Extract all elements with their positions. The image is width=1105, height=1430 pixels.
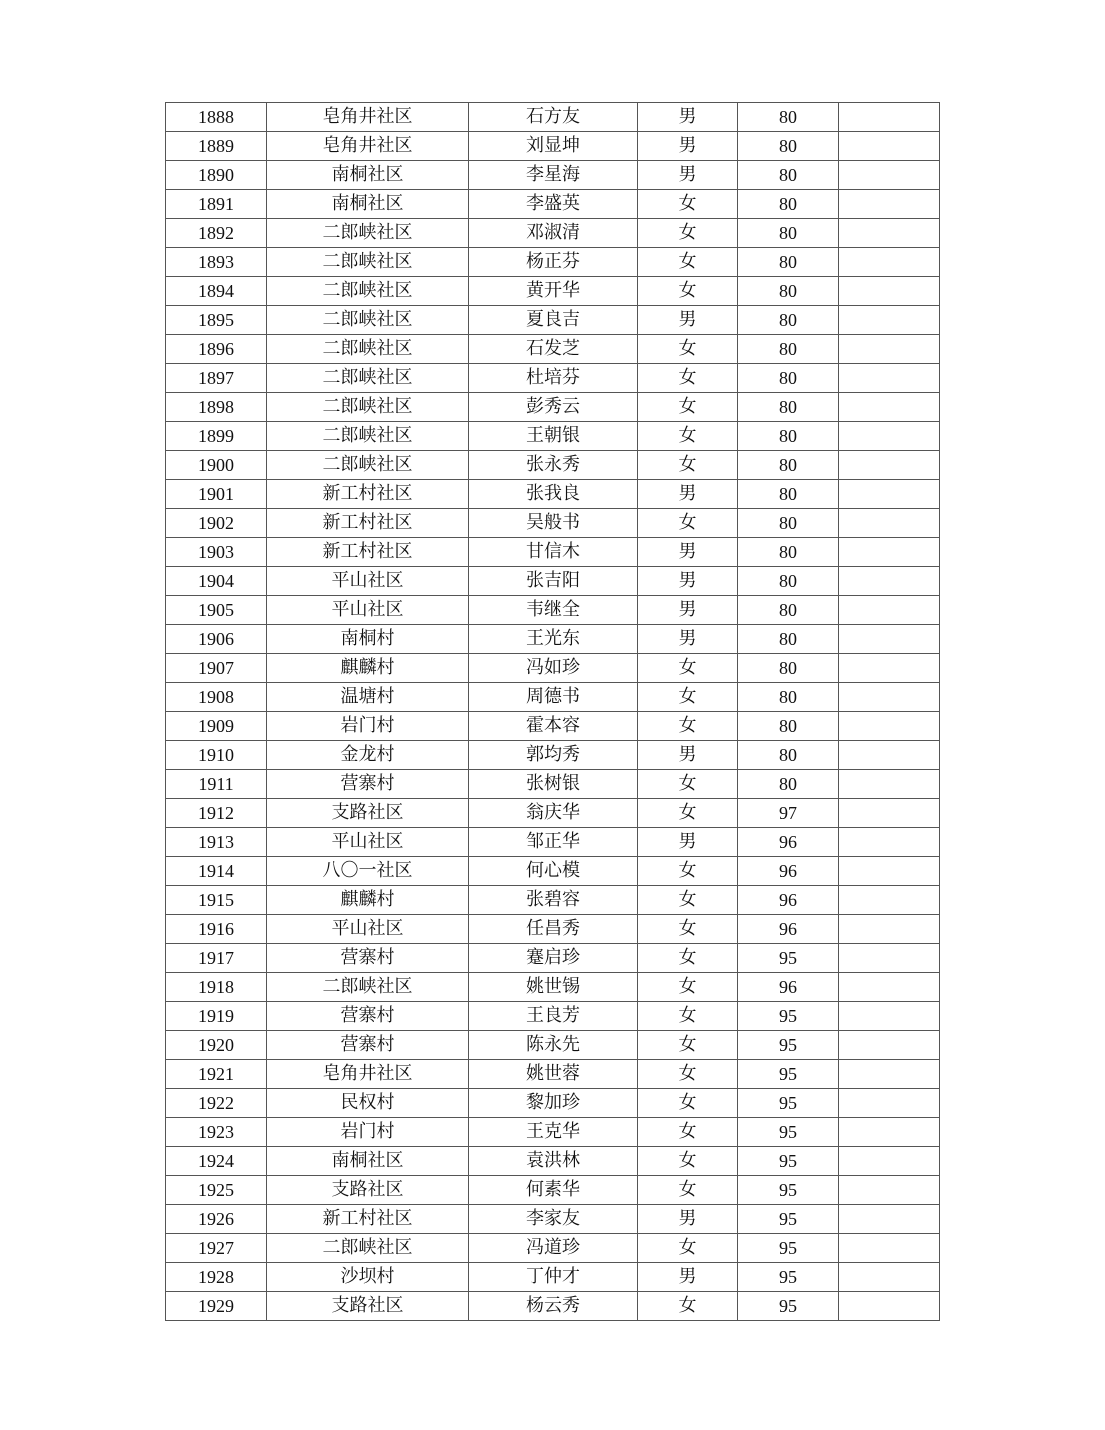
serial-number-cell: 1917: [166, 944, 267, 973]
name-cell: 杨云秀: [469, 1292, 638, 1321]
table-row: [166, 509, 940, 538]
gender-cell: 女: [638, 886, 738, 915]
gender-cell: 女: [638, 451, 738, 480]
community-cell: 温塘村: [267, 683, 469, 712]
community-cell: 新工村社区: [267, 509, 469, 538]
gender-cell: 男: [638, 132, 738, 161]
name-cell: 王良芳: [469, 1002, 638, 1031]
table-row: [166, 393, 940, 422]
serial-number-cell: 1919: [166, 1002, 267, 1031]
gender-cell: 男: [638, 741, 738, 770]
age-cell: 80: [738, 741, 839, 770]
community-cell: 八〇一社区: [267, 857, 469, 886]
age-cell: 95: [738, 1292, 839, 1321]
name-cell: 彭秀云: [469, 393, 638, 422]
serial-number-cell: 1916: [166, 915, 267, 944]
remark-cell: [839, 480, 940, 509]
remark-cell: [839, 393, 940, 422]
remark-cell: [839, 915, 940, 944]
serial-number-cell: 1888: [166, 103, 267, 132]
table-row: [166, 1292, 940, 1321]
gender-cell: 男: [638, 625, 738, 654]
serial-number-cell: 1896: [166, 335, 267, 364]
remark-cell: [839, 567, 940, 596]
table-row: [166, 219, 940, 248]
remark-cell: [839, 712, 940, 741]
community-cell: 二郎峡社区: [267, 422, 469, 451]
table-row: [166, 886, 940, 915]
community-cell: 南桐社区: [267, 190, 469, 219]
name-cell: 霍本容: [469, 712, 638, 741]
table-row: [166, 1118, 940, 1147]
table-row: [166, 480, 940, 509]
gender-cell: 男: [638, 480, 738, 509]
gender-cell: 女: [638, 248, 738, 277]
gender-cell: 女: [638, 654, 738, 683]
name-cell: 何素华: [469, 1176, 638, 1205]
remark-cell: [839, 509, 940, 538]
age-cell: 96: [738, 915, 839, 944]
remark-cell: [839, 770, 940, 799]
gender-cell: 女: [638, 190, 738, 219]
name-cell: 石方友: [469, 103, 638, 132]
serial-number-cell: 1925: [166, 1176, 267, 1205]
name-cell: 李星海: [469, 161, 638, 190]
age-cell: 95: [738, 1234, 839, 1263]
gender-cell: 女: [638, 683, 738, 712]
age-cell: 95: [738, 1118, 839, 1147]
gender-cell: 女: [638, 1002, 738, 1031]
age-cell: 95: [738, 1089, 839, 1118]
remark-cell: [839, 944, 940, 973]
community-cell: 麒麟村: [267, 886, 469, 915]
table-row: [166, 857, 940, 886]
remark-cell: [839, 538, 940, 567]
age-cell: 80: [738, 422, 839, 451]
community-cell: 二郎峡社区: [267, 393, 469, 422]
remark-cell: [839, 683, 940, 712]
gender-cell: 女: [638, 1176, 738, 1205]
gender-cell: 女: [638, 799, 738, 828]
table-row: [166, 770, 940, 799]
serial-number-cell: 1904: [166, 567, 267, 596]
age-cell: 96: [738, 857, 839, 886]
serial-number-cell: 1908: [166, 683, 267, 712]
community-cell: 二郎峡社区: [267, 364, 469, 393]
community-cell: 平山社区: [267, 596, 469, 625]
table-row: [166, 422, 940, 451]
name-cell: 张我良: [469, 480, 638, 509]
serial-number-cell: 1924: [166, 1147, 267, 1176]
age-cell: 80: [738, 393, 839, 422]
name-cell: 冯如珍: [469, 654, 638, 683]
community-cell: 支路社区: [267, 799, 469, 828]
gender-cell: 女: [638, 422, 738, 451]
remark-cell: [839, 219, 940, 248]
age-cell: 96: [738, 973, 839, 1002]
table-row: [166, 915, 940, 944]
table-row: [166, 973, 940, 1002]
gender-cell: 女: [638, 712, 738, 741]
name-cell: 吴般书: [469, 509, 638, 538]
table-row: [166, 741, 940, 770]
table-row: [166, 683, 940, 712]
table-row: [166, 335, 940, 364]
roster-body: [166, 103, 940, 1321]
gender-cell: 男: [638, 161, 738, 190]
gender-cell: 女: [638, 335, 738, 364]
age-cell: 80: [738, 538, 839, 567]
serial-number-cell: 1894: [166, 277, 267, 306]
name-cell: 张永秀: [469, 451, 638, 480]
name-cell: 任昌秀: [469, 915, 638, 944]
table-row: [166, 596, 940, 625]
name-cell: 甘信木: [469, 538, 638, 567]
table-row: [166, 1002, 940, 1031]
serial-number-cell: 1906: [166, 625, 267, 654]
serial-number-cell: 1926: [166, 1205, 267, 1234]
age-cell: 80: [738, 451, 839, 480]
name-cell: 何心模: [469, 857, 638, 886]
gender-cell: 男: [638, 1205, 738, 1234]
gender-cell: 女: [638, 915, 738, 944]
name-cell: 石发芝: [469, 335, 638, 364]
remark-cell: [839, 828, 940, 857]
community-cell: 二郎峡社区: [267, 1234, 469, 1263]
age-cell: 80: [738, 625, 839, 654]
community-cell: 新工村社区: [267, 538, 469, 567]
serial-number-cell: 1914: [166, 857, 267, 886]
community-cell: 二郎峡社区: [267, 973, 469, 1002]
community-cell: 麒麟村: [267, 654, 469, 683]
gender-cell: 女: [638, 1031, 738, 1060]
table-row: [166, 799, 940, 828]
table-row: [166, 625, 940, 654]
community-cell: 平山社区: [267, 915, 469, 944]
community-cell: 二郎峡社区: [267, 248, 469, 277]
name-cell: 李家友: [469, 1205, 638, 1234]
age-cell: 95: [738, 1031, 839, 1060]
community-cell: 岩门村: [267, 712, 469, 741]
name-cell: 陈永先: [469, 1031, 638, 1060]
remark-cell: [839, 1118, 940, 1147]
remark-cell: [839, 973, 940, 1002]
name-cell: 翁庆华: [469, 799, 638, 828]
age-cell: 95: [738, 1147, 839, 1176]
community-cell: 营寨村: [267, 944, 469, 973]
table-row: [166, 1205, 940, 1234]
community-cell: 二郎峡社区: [267, 277, 469, 306]
name-cell: 姚世锡: [469, 973, 638, 1002]
table-row: [166, 654, 940, 683]
table-row: [166, 1176, 940, 1205]
serial-number-cell: 1927: [166, 1234, 267, 1263]
name-cell: 邹正华: [469, 828, 638, 857]
age-cell: 80: [738, 277, 839, 306]
age-cell: 95: [738, 1263, 839, 1292]
table-row: [166, 1089, 940, 1118]
name-cell: 丁仲才: [469, 1263, 638, 1292]
age-cell: 80: [738, 596, 839, 625]
serial-number-cell: 1923: [166, 1118, 267, 1147]
community-cell: 岩门村: [267, 1118, 469, 1147]
serial-number-cell: 1890: [166, 161, 267, 190]
serial-number-cell: 1907: [166, 654, 267, 683]
remark-cell: [839, 132, 940, 161]
table-row: [166, 538, 940, 567]
remark-cell: [839, 335, 940, 364]
table-row: [166, 1060, 940, 1089]
table-row: [166, 567, 940, 596]
age-cell: 95: [738, 1205, 839, 1234]
roster-table: [165, 102, 940, 1321]
age-cell: 80: [738, 190, 839, 219]
community-cell: 二郎峡社区: [267, 306, 469, 335]
community-cell: 二郎峡社区: [267, 451, 469, 480]
remark-cell: [839, 277, 940, 306]
remark-cell: [839, 857, 940, 886]
community-cell: 皂角井社区: [267, 103, 469, 132]
community-cell: 平山社区: [267, 828, 469, 857]
serial-number-cell: 1910: [166, 741, 267, 770]
name-cell: 袁洪林: [469, 1147, 638, 1176]
age-cell: 80: [738, 219, 839, 248]
table-row: [166, 248, 940, 277]
remark-cell: [839, 103, 940, 132]
remark-cell: [839, 1176, 940, 1205]
name-cell: 王克华: [469, 1118, 638, 1147]
community-cell: 金龙村: [267, 741, 469, 770]
gender-cell: 男: [638, 828, 738, 857]
serial-number-cell: 1920: [166, 1031, 267, 1060]
table-row: [166, 161, 940, 190]
gender-cell: 女: [638, 393, 738, 422]
age-cell: 97: [738, 799, 839, 828]
serial-number-cell: 1909: [166, 712, 267, 741]
remark-cell: [839, 1263, 940, 1292]
community-cell: 二郎峡社区: [267, 219, 469, 248]
serial-number-cell: 1895: [166, 306, 267, 335]
community-cell: 营寨村: [267, 770, 469, 799]
gender-cell: 男: [638, 596, 738, 625]
gender-cell: 女: [638, 509, 738, 538]
age-cell: 80: [738, 712, 839, 741]
gender-cell: 女: [638, 1089, 738, 1118]
remark-cell: [839, 451, 940, 480]
community-cell: 平山社区: [267, 567, 469, 596]
serial-number-cell: 1893: [166, 248, 267, 277]
remark-cell: [839, 1060, 940, 1089]
age-cell: 80: [738, 567, 839, 596]
age-cell: 80: [738, 248, 839, 277]
table-row: [166, 103, 940, 132]
name-cell: 张吉阳: [469, 567, 638, 596]
serial-number-cell: 1928: [166, 1263, 267, 1292]
remark-cell: [839, 161, 940, 190]
name-cell: 刘显坤: [469, 132, 638, 161]
remark-cell: [839, 364, 940, 393]
table-row: [166, 451, 940, 480]
gender-cell: 女: [638, 857, 738, 886]
age-cell: 80: [738, 161, 839, 190]
age-cell: 80: [738, 654, 839, 683]
age-cell: 80: [738, 683, 839, 712]
name-cell: 杜培芬: [469, 364, 638, 393]
remark-cell: [839, 654, 940, 683]
name-cell: 夏良吉: [469, 306, 638, 335]
name-cell: 李盛英: [469, 190, 638, 219]
name-cell: 韦继全: [469, 596, 638, 625]
community-cell: 南桐社区: [267, 161, 469, 190]
gender-cell: 女: [638, 973, 738, 1002]
gender-cell: 女: [638, 944, 738, 973]
serial-number-cell: 1915: [166, 886, 267, 915]
name-cell: 张树银: [469, 770, 638, 799]
table-row: [166, 828, 940, 857]
gender-cell: 女: [638, 219, 738, 248]
serial-number-cell: 1911: [166, 770, 267, 799]
remark-cell: [839, 190, 940, 219]
remark-cell: [839, 1234, 940, 1263]
name-cell: 邓淑清: [469, 219, 638, 248]
age-cell: 96: [738, 828, 839, 857]
gender-cell: 女: [638, 1060, 738, 1089]
remark-cell: [839, 886, 940, 915]
age-cell: 95: [738, 944, 839, 973]
serial-number-cell: 1929: [166, 1292, 267, 1321]
age-cell: 80: [738, 306, 839, 335]
remark-cell: [839, 248, 940, 277]
age-cell: 80: [738, 770, 839, 799]
serial-number-cell: 1901: [166, 480, 267, 509]
community-cell: 营寨村: [267, 1002, 469, 1031]
table-row: [166, 1031, 940, 1060]
table-row: [166, 132, 940, 161]
serial-number-cell: 1918: [166, 973, 267, 1002]
name-cell: 王光东: [469, 625, 638, 654]
table-row: [166, 712, 940, 741]
age-cell: 95: [738, 1060, 839, 1089]
age-cell: 80: [738, 335, 839, 364]
remark-cell: [839, 1002, 940, 1031]
remark-cell: [839, 596, 940, 625]
gender-cell: 男: [638, 306, 738, 335]
serial-number-cell: 1922: [166, 1089, 267, 1118]
table-row: [166, 1147, 940, 1176]
remark-cell: [839, 625, 940, 654]
serial-number-cell: 1898: [166, 393, 267, 422]
name-cell: 杨正芬: [469, 248, 638, 277]
name-cell: 蹇启珍: [469, 944, 638, 973]
age-cell: 80: [738, 509, 839, 538]
community-cell: 营寨村: [267, 1031, 469, 1060]
table-row: [166, 944, 940, 973]
gender-cell: 女: [638, 1147, 738, 1176]
serial-number-cell: 1891: [166, 190, 267, 219]
community-cell: 新工村社区: [267, 480, 469, 509]
name-cell: 姚世蓉: [469, 1060, 638, 1089]
name-cell: 冯道珍: [469, 1234, 638, 1263]
community-cell: 皂角井社区: [267, 1060, 469, 1089]
name-cell: 郭均秀: [469, 741, 638, 770]
serial-number-cell: 1900: [166, 451, 267, 480]
table-row: [166, 1234, 940, 1263]
name-cell: 黄开华: [469, 277, 638, 306]
community-cell: 支路社区: [267, 1292, 469, 1321]
age-cell: 80: [738, 132, 839, 161]
serial-number-cell: 1889: [166, 132, 267, 161]
serial-number-cell: 1912: [166, 799, 267, 828]
remark-cell: [839, 799, 940, 828]
table-row: [166, 190, 940, 219]
community-cell: 南桐村: [267, 625, 469, 654]
serial-number-cell: 1913: [166, 828, 267, 857]
remark-cell: [839, 1147, 940, 1176]
serial-number-cell: 1892: [166, 219, 267, 248]
remark-cell: [839, 306, 940, 335]
gender-cell: 男: [638, 1263, 738, 1292]
name-cell: 张碧容: [469, 886, 638, 915]
age-cell: 96: [738, 886, 839, 915]
age-cell: 80: [738, 364, 839, 393]
serial-number-cell: 1921: [166, 1060, 267, 1089]
community-cell: 支路社区: [267, 1176, 469, 1205]
serial-number-cell: 1899: [166, 422, 267, 451]
table-row: [166, 1263, 940, 1292]
remark-cell: [839, 741, 940, 770]
table-row: [166, 277, 940, 306]
age-cell: 95: [738, 1176, 839, 1205]
table-row: [166, 364, 940, 393]
community-cell: 皂角井社区: [267, 132, 469, 161]
gender-cell: 男: [638, 103, 738, 132]
name-cell: 周德书: [469, 683, 638, 712]
gender-cell: 女: [638, 1234, 738, 1263]
age-cell: 95: [738, 1002, 839, 1031]
community-cell: 沙坝村: [267, 1263, 469, 1292]
serial-number-cell: 1897: [166, 364, 267, 393]
community-cell: 新工村社区: [267, 1205, 469, 1234]
table-row: [166, 306, 940, 335]
gender-cell: 女: [638, 1292, 738, 1321]
gender-cell: 女: [638, 1118, 738, 1147]
gender-cell: 女: [638, 770, 738, 799]
remark-cell: [839, 422, 940, 451]
community-cell: 民权村: [267, 1089, 469, 1118]
gender-cell: 女: [638, 364, 738, 393]
gender-cell: 女: [638, 277, 738, 306]
gender-cell: 男: [638, 538, 738, 567]
name-cell: 黎加珍: [469, 1089, 638, 1118]
community-cell: 南桐社区: [267, 1147, 469, 1176]
age-cell: 80: [738, 480, 839, 509]
serial-number-cell: 1905: [166, 596, 267, 625]
community-cell: 二郎峡社区: [267, 335, 469, 364]
remark-cell: [839, 1031, 940, 1060]
remark-cell: [839, 1205, 940, 1234]
serial-number-cell: 1902: [166, 509, 267, 538]
serial-number-cell: 1903: [166, 538, 267, 567]
remark-cell: [839, 1089, 940, 1118]
age-cell: 80: [738, 103, 839, 132]
name-cell: 王朝银: [469, 422, 638, 451]
gender-cell: 男: [638, 567, 738, 596]
remark-cell: [839, 1292, 940, 1321]
